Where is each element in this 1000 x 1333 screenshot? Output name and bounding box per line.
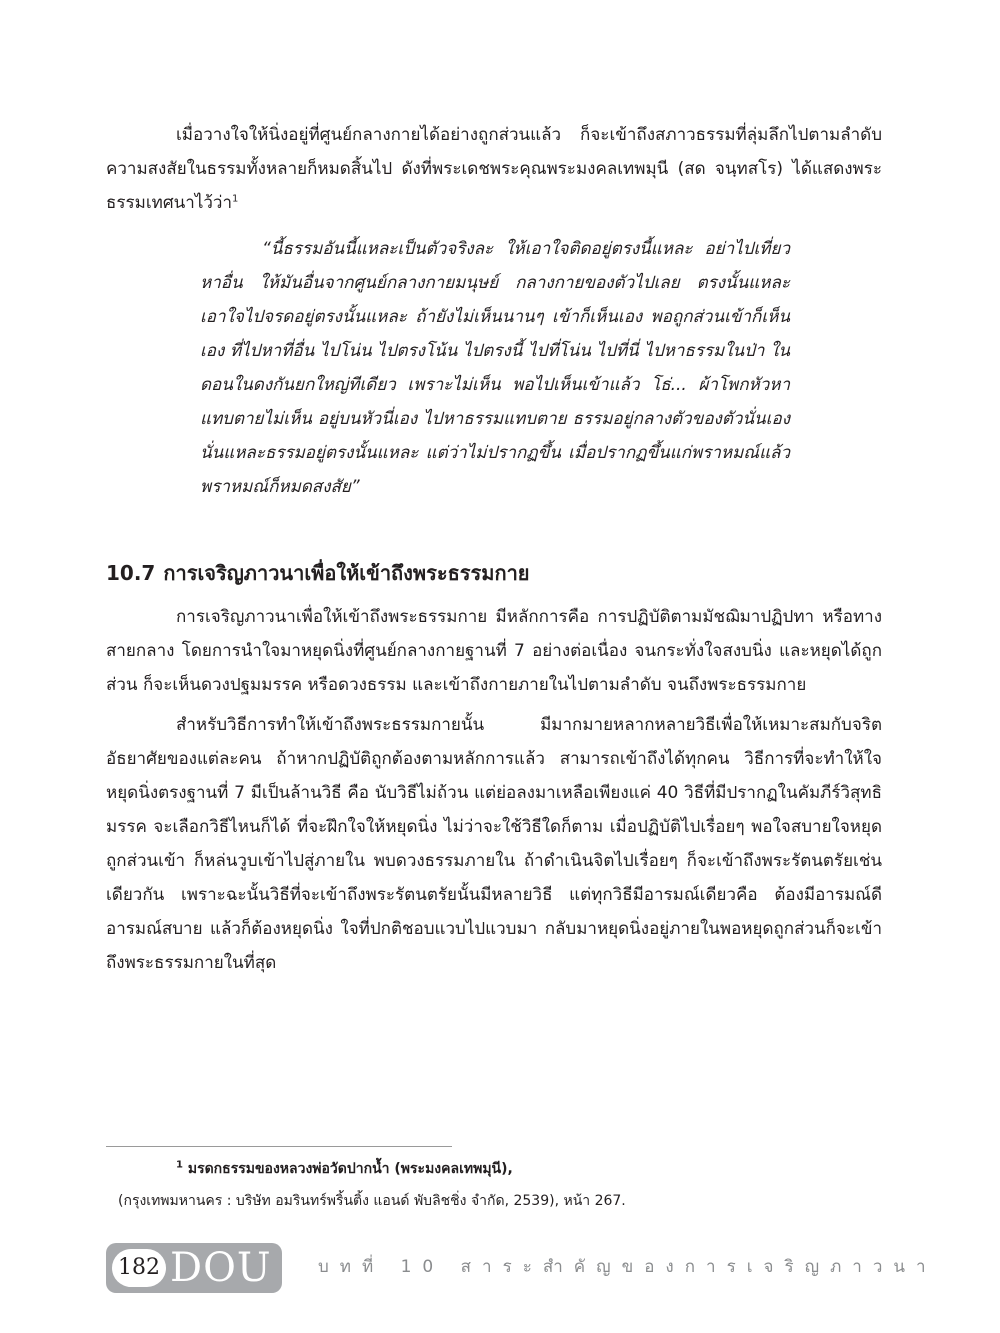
footnote-reference[interactable]: 1 [232, 193, 239, 205]
section-number: 10.7 [106, 561, 156, 585]
section-title: การเจริญภาวนาเพื่อให้เข้าถึงพระธรรมกาย [163, 561, 530, 585]
body-paragraph-1: การเจริญภาวนาเพื่อให้เข้าถึงพระธรรมกาย มีหลักการคือ การปฏิบัติตามมัชฌิมาปฏิปทา หรือทางสายกลาง โดยการนำใจมาหยุดนิ่งที่ศูนย์กลางกายฐานที่ 7 อย่างต่อเนื่อง จนกระทั่งใจสงบนิ่ง และหยุดได้ถูกส่วน ก็จะเห็นดวงปฐมมรรค หรือดวงธรรม และเข้าถึงกายภายในไปตามลำดับ จนถึงพระธรรมกาย [106, 607, 882, 695]
brand-logo-text: DOU [170, 1245, 272, 1291]
footnote-citation: (กรุงเทพมหานคร : บริษัท อมรินทร์พริ้นติ้ง แอนด์ พับลิชชิ่ง จำกัด, 2539), หน้า 267. [118, 1193, 626, 1209]
footnote-title: มรดกธรรมของหลวงพ่อวัดปากน้ำ (พระมงคลเทพมุนี), [187, 1161, 513, 1177]
footnote-marker: 1 [176, 1159, 183, 1171]
section-heading [106, 553, 530, 593]
chapter-running-title: บทที่ 10 สาระสำคัญของการเจริญภาวนา [318, 1257, 937, 1277]
page-number: 182 [112, 1249, 166, 1287]
footnote-divider [106, 1146, 452, 1147]
footnote-entry [176, 1158, 513, 1180]
intro-paragraph [106, 118, 882, 220]
intro-text: เมื่อวางใจให้นิ่งอยู่ที่ศูนย์กลางกายได้อย่างถูกส่วนแล้ว ก็จะเข้าถึงสภาวธรรมที่ลุ่มลึกไปตามลำดับ ความสงสัยในธรรมทั้งหลายก็หมดสิ้นไป ดังที่พระเดชพระคุณพระมงคลเทพมุนี (สด จนฺทสโร) ได้แสดงพระธรรมเทศนาไว้ว่า [106, 125, 882, 213]
block-quote: “นี้ธรรมอันนี้แหละเป็นตัวจริงละ ให้เอาใจติดอยู่ตรงนี้แหละ อย่าไปเที่ยวหาอื่น ให้มันอื่นจากศูนย์กลางกายมนุษย์ กลางกายของตัวไปเลย ตรงนั้นแหละเอาใจไปจรดอยู่ตรงนั้นแหละ ถ้ายังไม่เห็นนานๆ เข้าก็เห็นเอง พอถูกส่วนเข้าก็เห็นเอง ที่ไปหาที่อื่น ไปโน่น ไปตรงโน้น ไปตรงนี้ ไปที่โน่น ไปที่นี่ ไปหาธรรมในป่า ในดอนในดงกันยกใหญ่ทีเดียว เพราะไม่เห็น พอไปเห็นเข้าแล้ว โธ่... ผ้าโพกหัวหาแทบตายไม่เห็น อยู่บนหัวนี่เอง ไปหาธรรมแทบตาย ธรรมอยู่กลางตัวของตัวนั่นเอง นั่นแหละธรรมอยู่ตรงนั้นแหละ แต่ว่าไม่ปรากฏขึ้น เมื่อปรากฏขึ้นแก่พราหมณ์แล้ว พราหมณ์ก็หมดสงสัย” [200, 239, 790, 497]
body-paragraph-2: สำหรับวิธีการทำให้เข้าถึงพระธรรมกายนั้น มีมากมายหลากหลายวิธีเพื่อให้เหมาะสมกับจริตอัธยาศัยของแต่ละคน ถ้าหากปฏิบัติถูกต้องตามหลักการแล้ว สามารถเข้าถึงได้ทุกคน วิธีการที่จะทำให้ใจหยุดนิ่งตรงฐานที่ 7 มีเป็นล้านวิธี คือ นับวิธีไม่ถ้วน แต่ย่อลงมาเหลือเพียงแค่ 40 วิธีที่มีปรากฏในคัมภีร์วิสุทธิมรรค จะเลือกวิธีไหนก็ได้ ที่จะฝึกใจให้หยุดนิ่ง ไม่ว่าจะใช้วิธีใดก็ตาม เมื่อปฏิบัติไปเรื่อยๆ พอใจสบายใจหยุดถูกส่วนเข้า ก็หล่นวูบเข้าไปสู่ภายใน พบดวงธรรมภายใน ถ้าดำเนินจิตไปเรื่อยๆ ก็จะเข้าถึงพระรัตนตรัยเช่นเดียวกัน เพราะฉะนั้นวิธีที่จะเข้าถึงพระรัตนตรัยนั้นมีหลายวิธี แต่ทุกวิธีมีอารมณ์เดียวคือ ต้องมีอารมณ์ดี อารมณ์สบาย แล้วก็ต้องหยุดนิ่ง ใจที่ปกติชอบแวบไปแวบมา กลับมาหยุดนิ่งอยู่ภายในพอหยุดถูกส่วนก็จะเข้าถึงพระธรรมกายในที่สุด [106, 715, 882, 973]
